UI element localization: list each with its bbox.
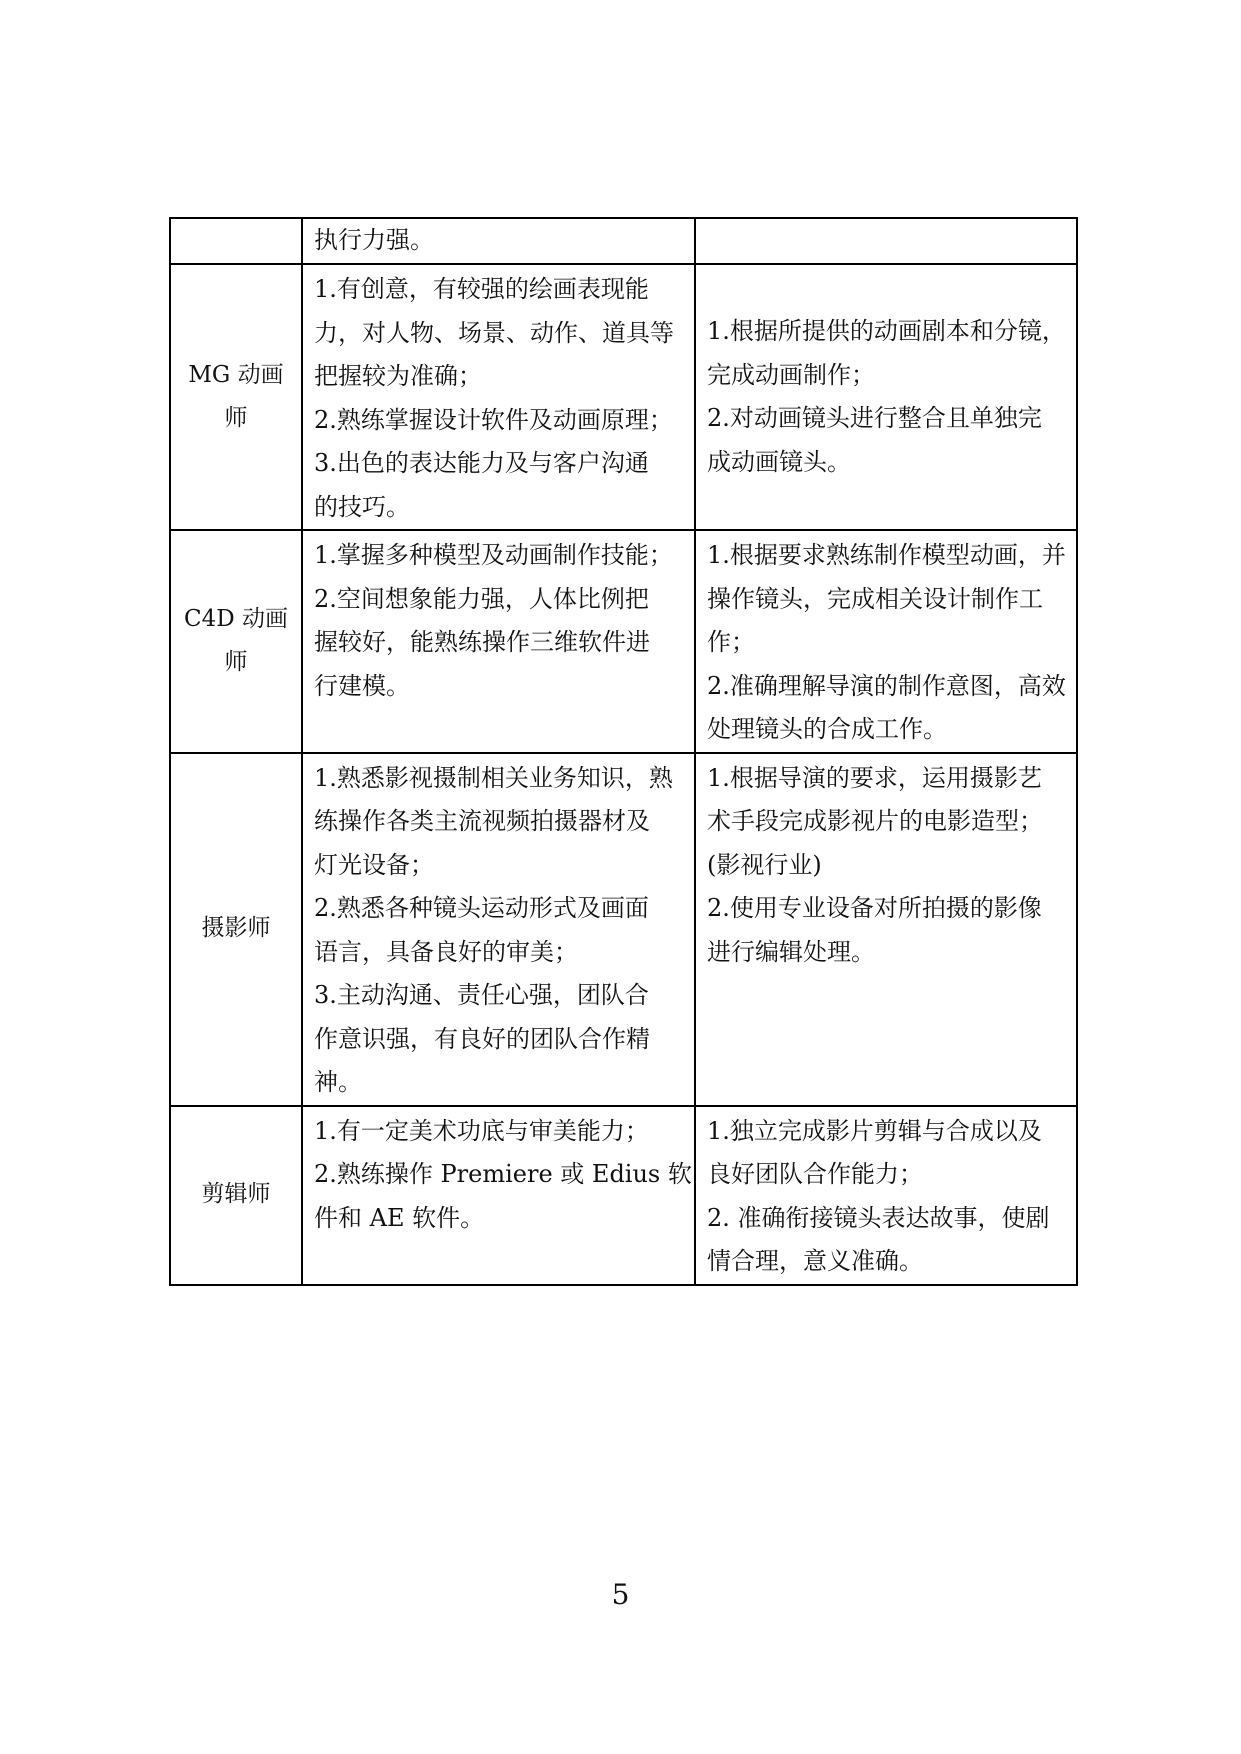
role-line: 师	[224, 649, 248, 676]
duties-cell	[695, 218, 1077, 264]
table-row	[170, 753, 1077, 1106]
requirement-line: 2.熟悉各种镜头运动形式及画面	[314, 894, 649, 922]
role-line: 师	[224, 405, 248, 431]
requirements-cell	[302, 218, 695, 264]
requirements-cell	[302, 264, 695, 530]
duty-line: 1.根据要求熟练制作模型动画，并	[707, 541, 1066, 569]
duty-line: 操作镜头，完成相关设计制作工	[707, 584, 1043, 613]
role-cell	[170, 530, 302, 753]
duty-line: 2.准确理解导演的制作意图，高效	[707, 671, 1066, 700]
duty-line: 2.对动画镜头进行整合且单独完	[707, 404, 1042, 432]
duty-line: 1.根据所提供的动画剧本和分镜，	[707, 317, 1066, 345]
role-cell	[170, 1106, 302, 1285]
duty-line: 1.根据导演的要求，运用摄影艺	[707, 763, 1042, 792]
requirement-line: 2.熟练掌握设计软件及动画原理；	[314, 405, 673, 434]
requirement-line: 执行力强。	[314, 226, 434, 254]
requirement-line: 1.有一定美术功底与审美能力；	[314, 1116, 649, 1145]
duties-cell	[695, 753, 1077, 1106]
requirement-line: 的技巧。	[314, 492, 410, 521]
requirement-line: 作意识强，有良好的团队合作精	[314, 1024, 650, 1053]
table-row	[170, 264, 1077, 530]
requirement-line: 1.熟悉影视摄制相关业务知识，熟	[314, 763, 673, 792]
duty-line: 处理镜头的合成工作。	[707, 715, 947, 743]
requirement-line: 练操作各类主流视频拍摄器材及	[314, 807, 650, 835]
requirement-line: 把握较为准确；	[314, 362, 482, 390]
role-line: MG 动画	[188, 361, 284, 388]
requirement-line: 3.出色的表达能力及与客户沟通	[314, 449, 649, 477]
requirements-cell	[302, 530, 695, 753]
requirement-line: 件和 AE 软件。	[314, 1203, 485, 1232]
duty-line: 2. 准确衔接镜头表达故事，使剧	[707, 1203, 1050, 1232]
duty-line: (影视行业)	[707, 850, 822, 879]
table-row	[170, 1106, 1077, 1285]
requirement-line: 神。	[314, 1068, 362, 1096]
requirement-line: 行建模。	[314, 671, 410, 700]
requirement-line: 1.掌握多种模型及动画制作技能；	[314, 541, 673, 569]
duty-line: 良好团队合作能力；	[707, 1160, 923, 1188]
requirement-line: 灯光设备；	[314, 850, 434, 879]
requirement-line: 2.空间想象能力强，人体比例把	[314, 584, 649, 613]
duty-line: 成动画镜头。	[707, 447, 851, 476]
table-row	[170, 530, 1077, 753]
requirement-line: 3.主动沟通、责任心强，团队合	[314, 981, 649, 1009]
duty-line: 进行编辑处理。	[707, 937, 875, 966]
role-cell	[170, 218, 302, 264]
requirement-line: 力，对人物、场景、动作、道具等	[314, 318, 674, 347]
requirements-cell	[302, 1106, 695, 1285]
duty-line: 2.使用专业设备对所拍摄的影像	[707, 894, 1042, 922]
duties-cell	[695, 1106, 1077, 1285]
duties-cell	[695, 530, 1077, 753]
requirements-cell	[302, 753, 695, 1106]
duties-cell	[695, 264, 1077, 530]
role-line: C4D 动画	[184, 605, 288, 632]
page-number: 5	[611, 1578, 630, 1611]
duty-line: 1.独立完成影片剪辑与合成以及	[707, 1116, 1042, 1145]
role-line: 剪辑师	[201, 1181, 271, 1208]
requirement-line: 语言，具备良好的审美；	[314, 937, 578, 966]
duty-line: 术手段完成影视片的电影造型；	[707, 807, 1043, 835]
role-cell	[170, 264, 302, 530]
job-requirements-table	[169, 217, 1078, 1286]
requirement-line: 2.熟练操作 Premiere 或 Edius 软	[314, 1160, 692, 1188]
requirement-line: 握较好，能熟练操作三维软件进	[314, 628, 650, 656]
duty-line: 完成动画制作；	[707, 360, 875, 389]
role-line: 摄影师	[201, 915, 271, 942]
duty-line: 作；	[707, 628, 755, 656]
duty-line: 情合理，意义准确。	[707, 1247, 923, 1275]
table-row	[170, 218, 1077, 264]
role-cell	[170, 753, 302, 1106]
requirement-line: 1.有创意，有较强的绘画表现能	[314, 275, 649, 303]
